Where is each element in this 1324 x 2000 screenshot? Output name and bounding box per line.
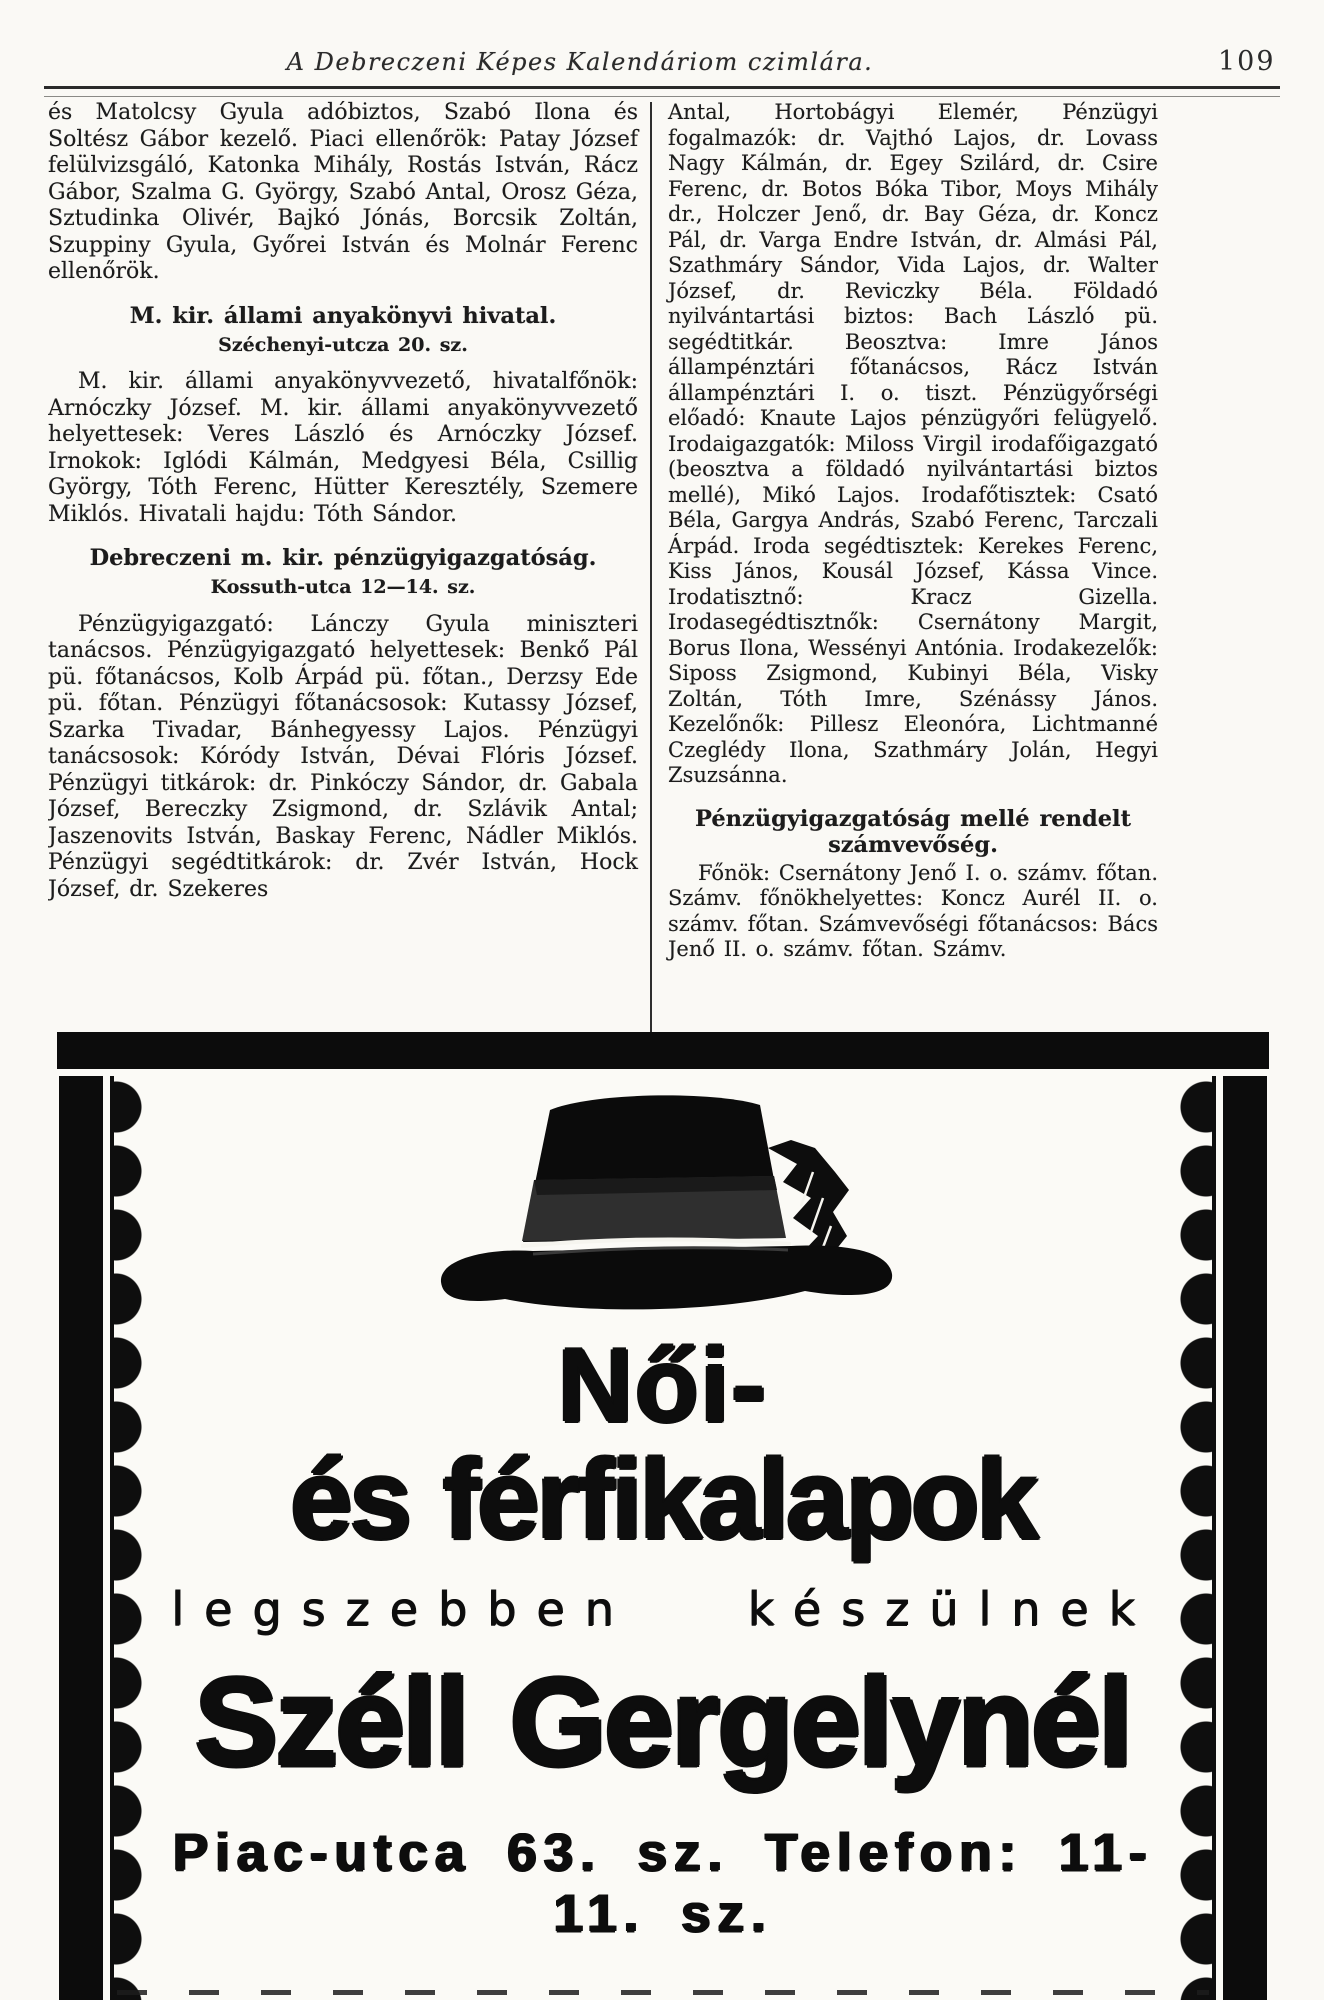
advert-bottom-rule [117, 1990, 1209, 1995]
advert-right-border [1179, 1076, 1267, 2000]
advert-address-phone: Piac-utca 63. sz. Telefon: 11-11. sz. [172, 1823, 1154, 1944]
left-paragraph-2: M. kir. állami anyakönyvvezető, hivatalfőnök: Arnóczky József. M. kir. állami anyakönyvvezető helyettesek: Veres László és Arnóczky József. Irnokok: Iglódi Kálmán, Medgyesi Béla, Csillig György, Tóth Ferenc, Hütter Keresztély, Szemere Miklós. Hivatali hajdu: Tóth Sándor. [48, 369, 638, 527]
advert-tagline-word-2: készülnek [747, 1582, 1155, 1636]
left-paragraph-3: Pénzügyigazgató: Lánczy Gyula miniszteri tanácsos. Pénzügyigazgató helyettesek: Benkő Pál pü. főtanácsos, Kolb Árpád pü. főtan., Derzsy Ede pü. főtan. Pénzügyi főtanácsosok: Kutassy József, Szarka Tivadar, Bánhegyessy Lajos. Pénzügyi tanácsosok: Kóródy István, Dévai Flóris József. Pénzügyi titkárok: dr. Pinkóczy Sándor, dr. Gabala József, Bereczky Zsigmond, dr. Szlávik Antal; Jaszenovits István, Baskay Ferenc, Nádler Miklós. Pénzügyi segédtitkárok: dr. Zvér István, Hock József, dr. Szekeres [48, 611, 638, 902]
advert-left-border [59, 1076, 147, 2000]
left-paragraph-1: és Matolcsy Gyula adóbiztos, Szabó Ilona és Soltész Gábor kezelő. Piaci ellenőrök: Patay József felülvizsgáló, Katonka Mihály, Rostás István, Rácz Gábor, Szalma G. György, Szabó Antal, Orosz Géza, Sztudinka Olivér, Bajkó Jónás, Borcsik Zoltán, Szuppiny Gyula, Győrei István és Molnár Ferenc ellenőrök. [48, 100, 638, 284]
advert-headline-mens-hats: és férfikalapok [290, 1437, 1036, 1562]
section-address-finance-directorate: Kossuth-utca 12—14. sz. [210, 576, 476, 598]
advertisement [57, 1032, 1269, 2000]
advert-left-gap [103, 1076, 110, 2000]
right-paragraph-1: Antal, Hortobágyi Elemér, Pénzügyi fogalmazók: dr. Vajthó Lajos, dr. Lovass Nagy Kálmán, dr. Egey Szilárd, dr. Csire Ferenc, dr. Botos Bóka Tibor, Moys Mihály dr., Holczer Jenő, dr. Bay Géza, dr. Koncz Pál, dr. Varga Endre István, dr. Almási Pál, Szathmáry Sándor, Vida Lajos, dr. Walter József, dr. Reviczky Béla. Földadó nyilvántartási biztos: Bach László pü. segédtitkár. Beosztva: Imre János állampénztári főtanácsos, Rácz István állampénztári I. o. tiszt. Pénzügyőrségi előadó: Knaute Lajos pénzügyőri felügyelő. Irodaigazgatók: Miloss Virgil irodafőigazgató (beosztva a földadó nyilvántartási biztos mellé), Mikó Lajos. Irodafőtisztek: Csató Béla, Gargya András, Szabó Ferenc, Tarczali Árpád. Iroda segédtisztek: Kerekes Ferenc, Kiss János, Kousál József, Kássa Vince. Irodatisztnő: Kracz Gizella. Irodasegédtisztnők: Csernátony Margit, Borus Ilona, Wessényi Antónia. Irodakezelők: Siposs Zsigmond, Kubinyi Béla, Visky Zoltán, Tóth Imre, Szénássy János. Kezelőnők: Pillesz Eleonóra, Lichtmanné Czeglédy Ilona, Szathmáry Jolán, Hegyi Zsuzsánna. [668, 100, 1158, 787]
hat-illustration-wrap [157, 1086, 1169, 1318]
right-column [668, 100, 1158, 1032]
advert-left-bar [59, 1076, 103, 2000]
advert-tagline [171, 1582, 1155, 1636]
page-title: A Debreczeni Képes Kalendáriom czimlára. [286, 48, 874, 76]
page-number: 109 [1218, 46, 1276, 77]
advert-tagline-word-1: legszebben [171, 1582, 634, 1636]
section-heading-audit-office: Pénzügyigazgatóság mellé rendelt számvevőség. [695, 805, 1131, 858]
advert-top-border [57, 1032, 1269, 1069]
right-paragraph-2: Főnök: Csernátony Jenő I. o. számv. főtan. Számv. főnökhelyettes: Koncz Aurél II. o. számv. főtan. Számvevőségi főtanácsos: Bács Jenő II. o. számv. főtan. Számv. [668, 860, 1158, 961]
text-columns [48, 100, 1158, 1032]
left-column [48, 100, 638, 1032]
advert-content [157, 1076, 1169, 1994]
section-heading-finance-directorate: Debreczeni m. kir. pénzügyigazgatóság. [89, 545, 597, 571]
top-hat-with-feather-icon [383, 1086, 943, 1318]
scallop-ornament-right [1179, 1076, 1216, 2000]
scallop-ornament-left [110, 1076, 147, 2000]
advert-headline-women: Női- [557, 1328, 769, 1444]
advert-right-gap [1216, 1076, 1223, 2000]
section-address-registry-office: Széchenyi-utcza 20. sz. [218, 333, 468, 356]
advert-merchant-name: Széll Gergelynél [195, 1654, 1131, 1792]
column-divider-rule [650, 102, 652, 1032]
header-rule [44, 86, 1280, 97]
advert-right-bar [1223, 1076, 1267, 2000]
section-heading-registry-office: M. kir. állami anyakönyvi hivatal. [129, 302, 557, 329]
